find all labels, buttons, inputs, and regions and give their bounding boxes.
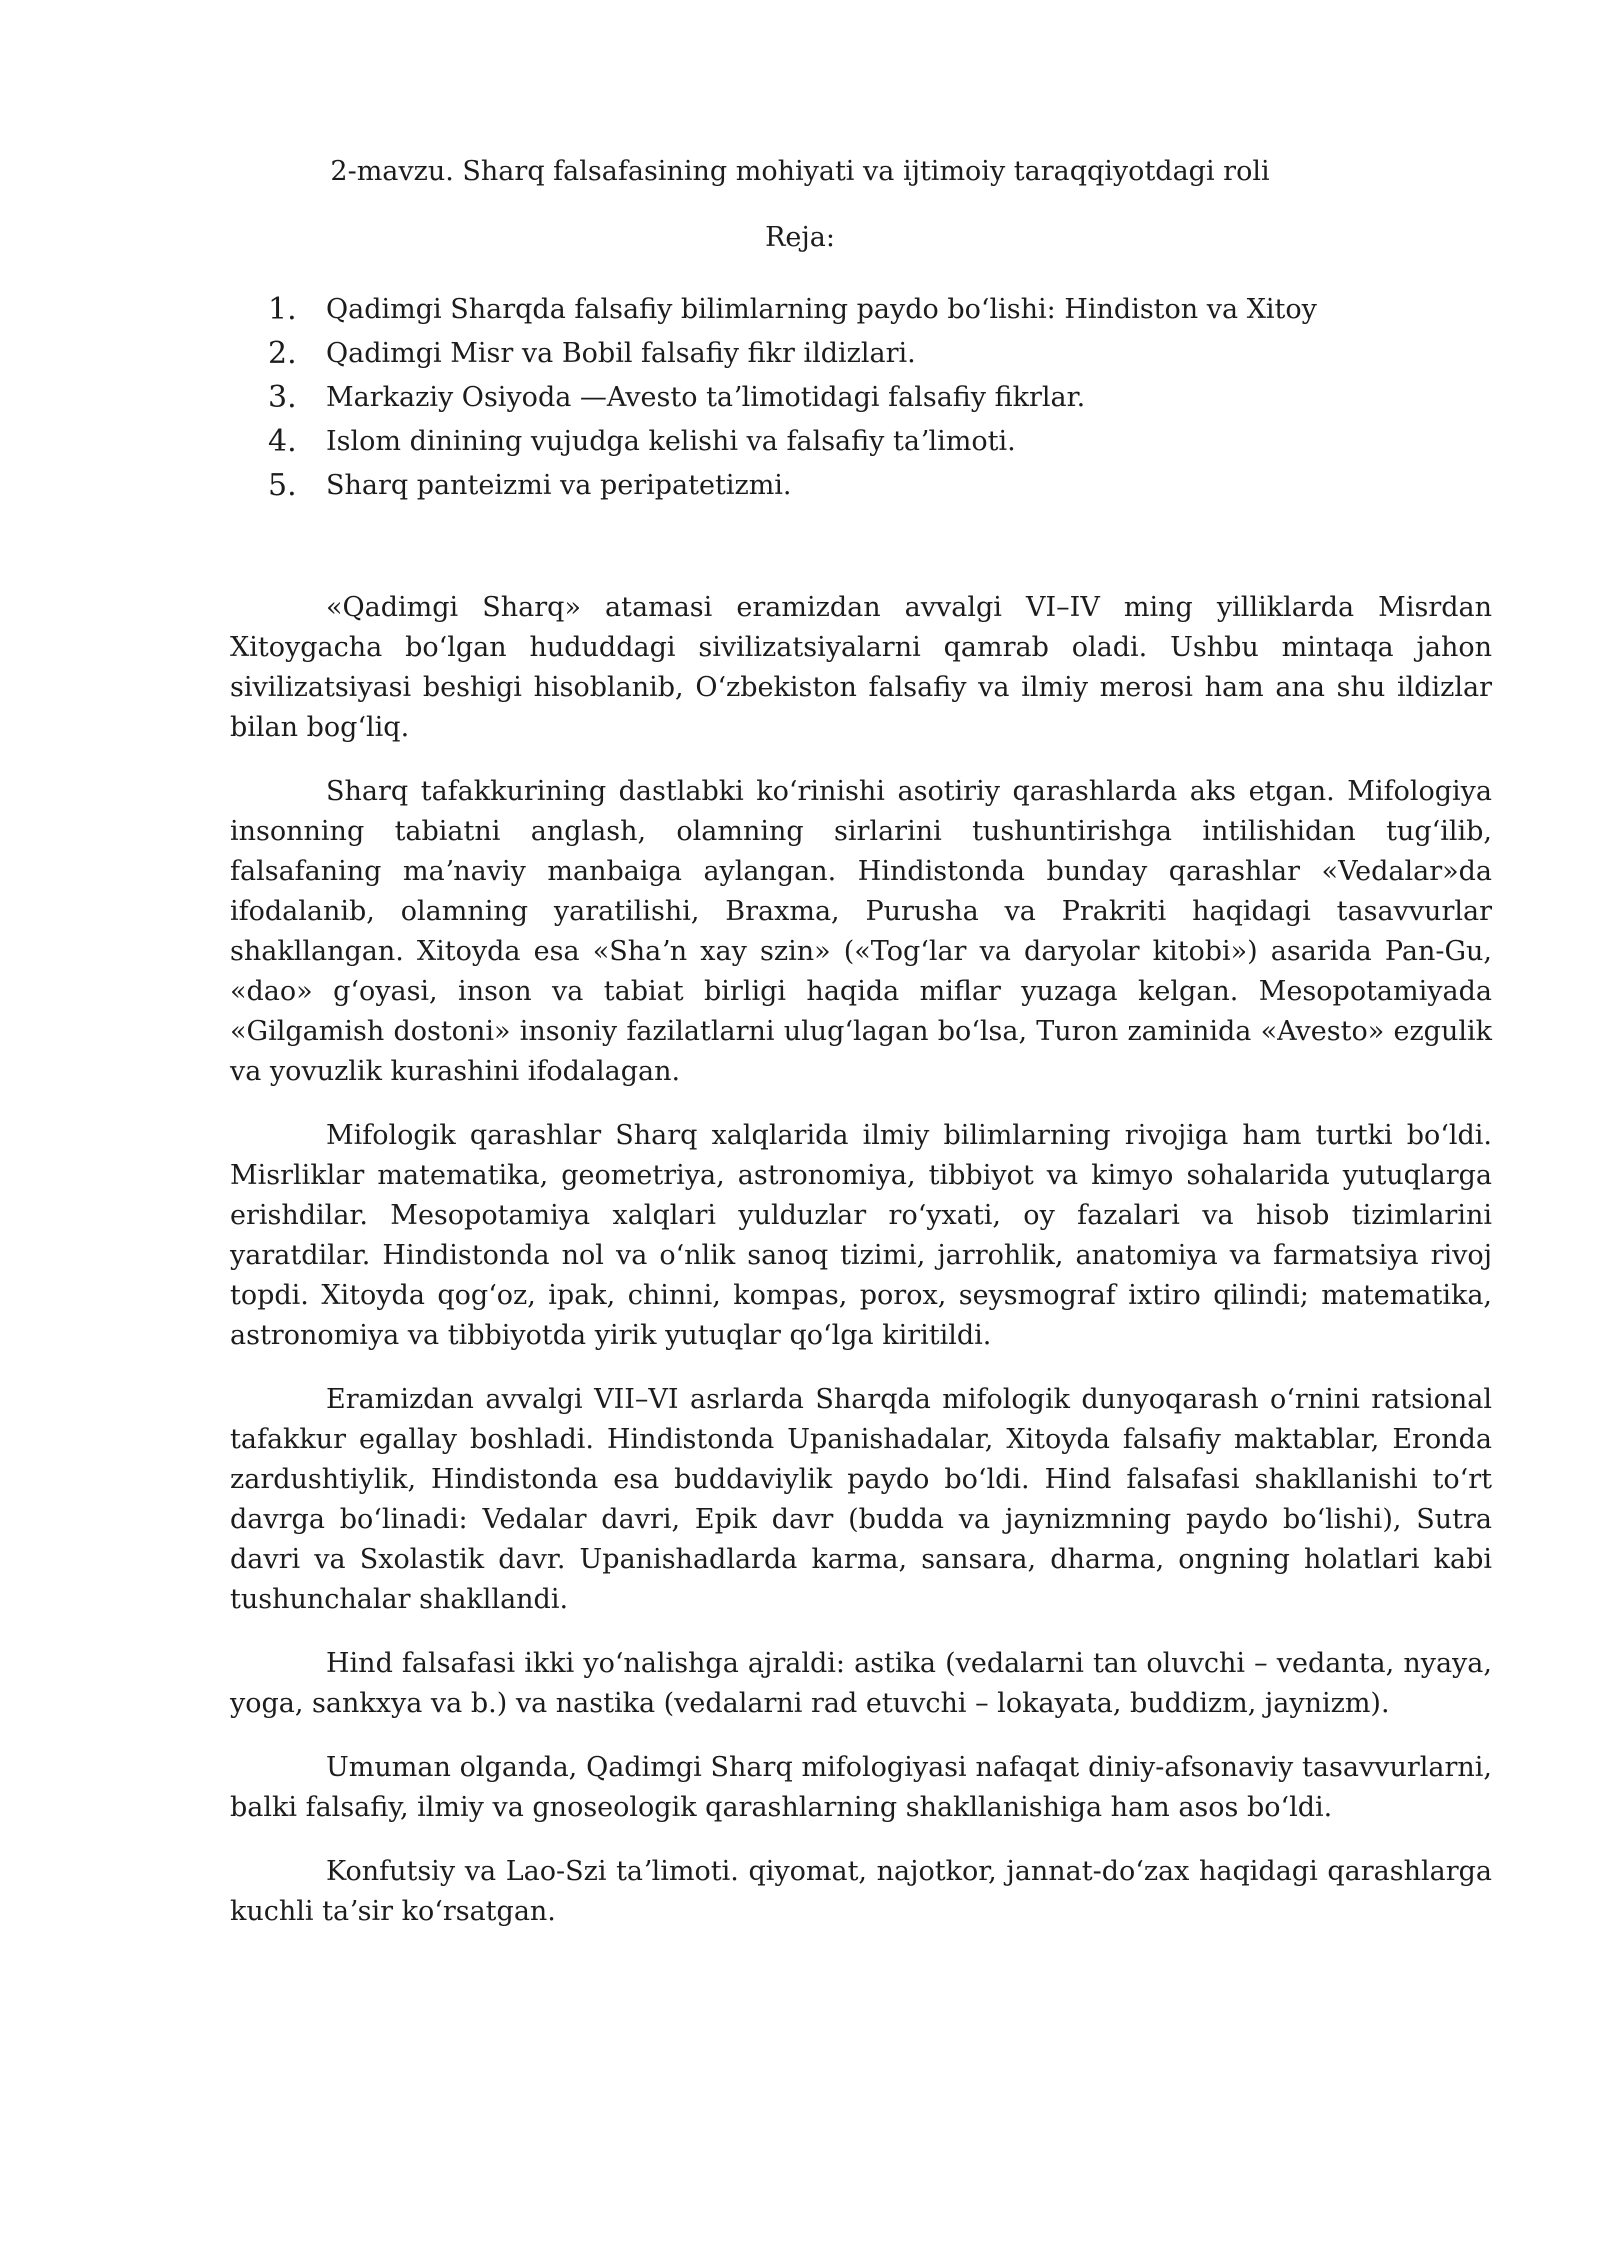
paragraph: Eramizdan avvalgi VII–VI asrlarda Sharqda mifologik dunyoqarash oʻrnini ratsional tafakkur egallay boshladi. Hindistonda Upanishadalar, Xitoyda falsafiy maktablar, Eronda zardushtiylik, Hindistonda esa buddaviylik paydo boʻldi. Hind falsafasi shakllanishi toʻrt davrga boʻlinadi: Vedalar davri, Epik davr (budda va jaynizmning paydo boʻlishi), Sutra davri va Sxolastik davr. Upanishadlarda karma, sansara, dharma, ongning holatlari kabi tushunchalar shakllandi. [230, 1384, 1492, 1615]
plan-item [268, 332, 1368, 376]
plan-item [268, 420, 1368, 464]
document-body [230, 588, 1492, 1956]
plan-item-number: 5. [268, 468, 297, 503]
plan-item-text: Sharq panteizmi va peripatetizmi. [326, 470, 792, 501]
paragraph: Mifologik qarashlar Sharq xalqlarida ilmiy bilimlarning rivojiga ham turtki boʻldi. Misrliklar matematika, geometriya, astronomiya, tibbiyot va kimyo sohalarida yutuqlarga erishdilar. Mesopotamiya xalqlari yulduzlar roʻyxati, oy fazalari va hisob tizimlarini yaratdilar. Hindistonda nol va oʻnlik sanoq tizimi, jarrohlik, anatomiya va farmatsiya rivoj topdi. Xitoyda qogʻoz, ipak, chinni, kompas, porox, seysmograf ixtiro qilindi; matematika, astronomiya va tibbiyotda yirik yutuqlar qoʻlga kiritildi. [230, 1120, 1492, 1351]
plan-item-text: Qadimgi Sharqda falsafiy bilimlarning paydo boʻlishi: Hindiston va Xitoy [326, 294, 1317, 325]
plan-heading: Reja: [765, 222, 835, 253]
paragraph: «Qadimgi Sharq» atamasi eramizdan avvalgi VI–IV ming yilliklarda Misrdan Xitoygacha boʻlgan hududdagi sivilizatsiyalarni qamrab oladi. Ushbu mintaqa jahon sivilizatsiyasi beshigi hisoblanib, Oʻzbekiston falsafiy va ilmiy merosi ham ana shu ildizlar bilan bogʻliq. [230, 592, 1492, 743]
plan-item [268, 464, 1368, 508]
plan-item-text: Islom dinining vujudga kelishi va falsafiy taʼlimoti. [326, 426, 1016, 457]
plan-item-text: Qadimgi Misr va Bobil falsafiy fikr ildizlari. [326, 338, 916, 369]
paragraph: Konfutsiy va Lao-Szi taʼlimoti. qiyomat, najotkor, jannat-doʻzax haqidagi qarashlarga kuchli taʼsir koʻrsatgan. [230, 1856, 1492, 1927]
plan-item-number: 3. [268, 380, 297, 415]
page-title: 2-mavzu. Sharq falsafasining mohiyati va ijtimoiy taraqqiyotdagi roli [330, 156, 1270, 187]
plan-item-number: 1. [268, 292, 297, 327]
plan-list [268, 288, 1368, 508]
paragraph: Hind falsafasi ikki yoʻnalishga ajraldi: astika (vedalarni tan oluvchi – vedanta, nyaya, yoga, sankxya va b.) va nastika (vedalarni rad etuvchi – lokayata, buddizm, jaynizm). [230, 1648, 1492, 1719]
paragraph: Sharq tafakkurining dastlabki koʻrinishi asotiriy qarashlarda aks etgan. Mifologiya insonning tabiatni anglash, olamning sirlarini tushuntirishga intilishidan tugʻilib, falsafaning maʼnaviy manbaiga aylangan. Hindistonda bunday qarashlar «Vedalar»da ifodalanib, olamning yaratilishi, Braxma, Purusha va Prakriti haqidagi tasavvurlar shakllangan. Xitoyda esa «Shaʼn xay szin» («Togʻlar va daryolar kitobi») asarida Pan-Gu, «dao» gʻoyasi, inson va tabiat birligi haqida miflar yuzaga kelgan. Mesopotamiyada «Gilgamish dostoni» insoniy fazilatlarni ulugʻlagan boʻlsa, Turon zaminida «Avesto» ezgulik va yovuzlik kurashini ifodalagan. [230, 776, 1492, 1087]
paragraph: Umuman olganda, Qadimgi Sharq mifologiyasi nafaqat diniy-afsonaviy tasavvurlarni, balki falsafiy, ilmiy va gnoseologik qarashlarning shakllanishiga ham asos boʻldi. [230, 1752, 1492, 1823]
plan-item [268, 376, 1368, 420]
plan-item-number: 2. [268, 336, 297, 371]
plan-item [268, 288, 1368, 332]
plan-item-number: 4. [268, 424, 297, 459]
plan-item-text: Markaziy Osiyoda —Avesto taʼlimotidagi falsafiy fikrlar. [326, 382, 1086, 413]
